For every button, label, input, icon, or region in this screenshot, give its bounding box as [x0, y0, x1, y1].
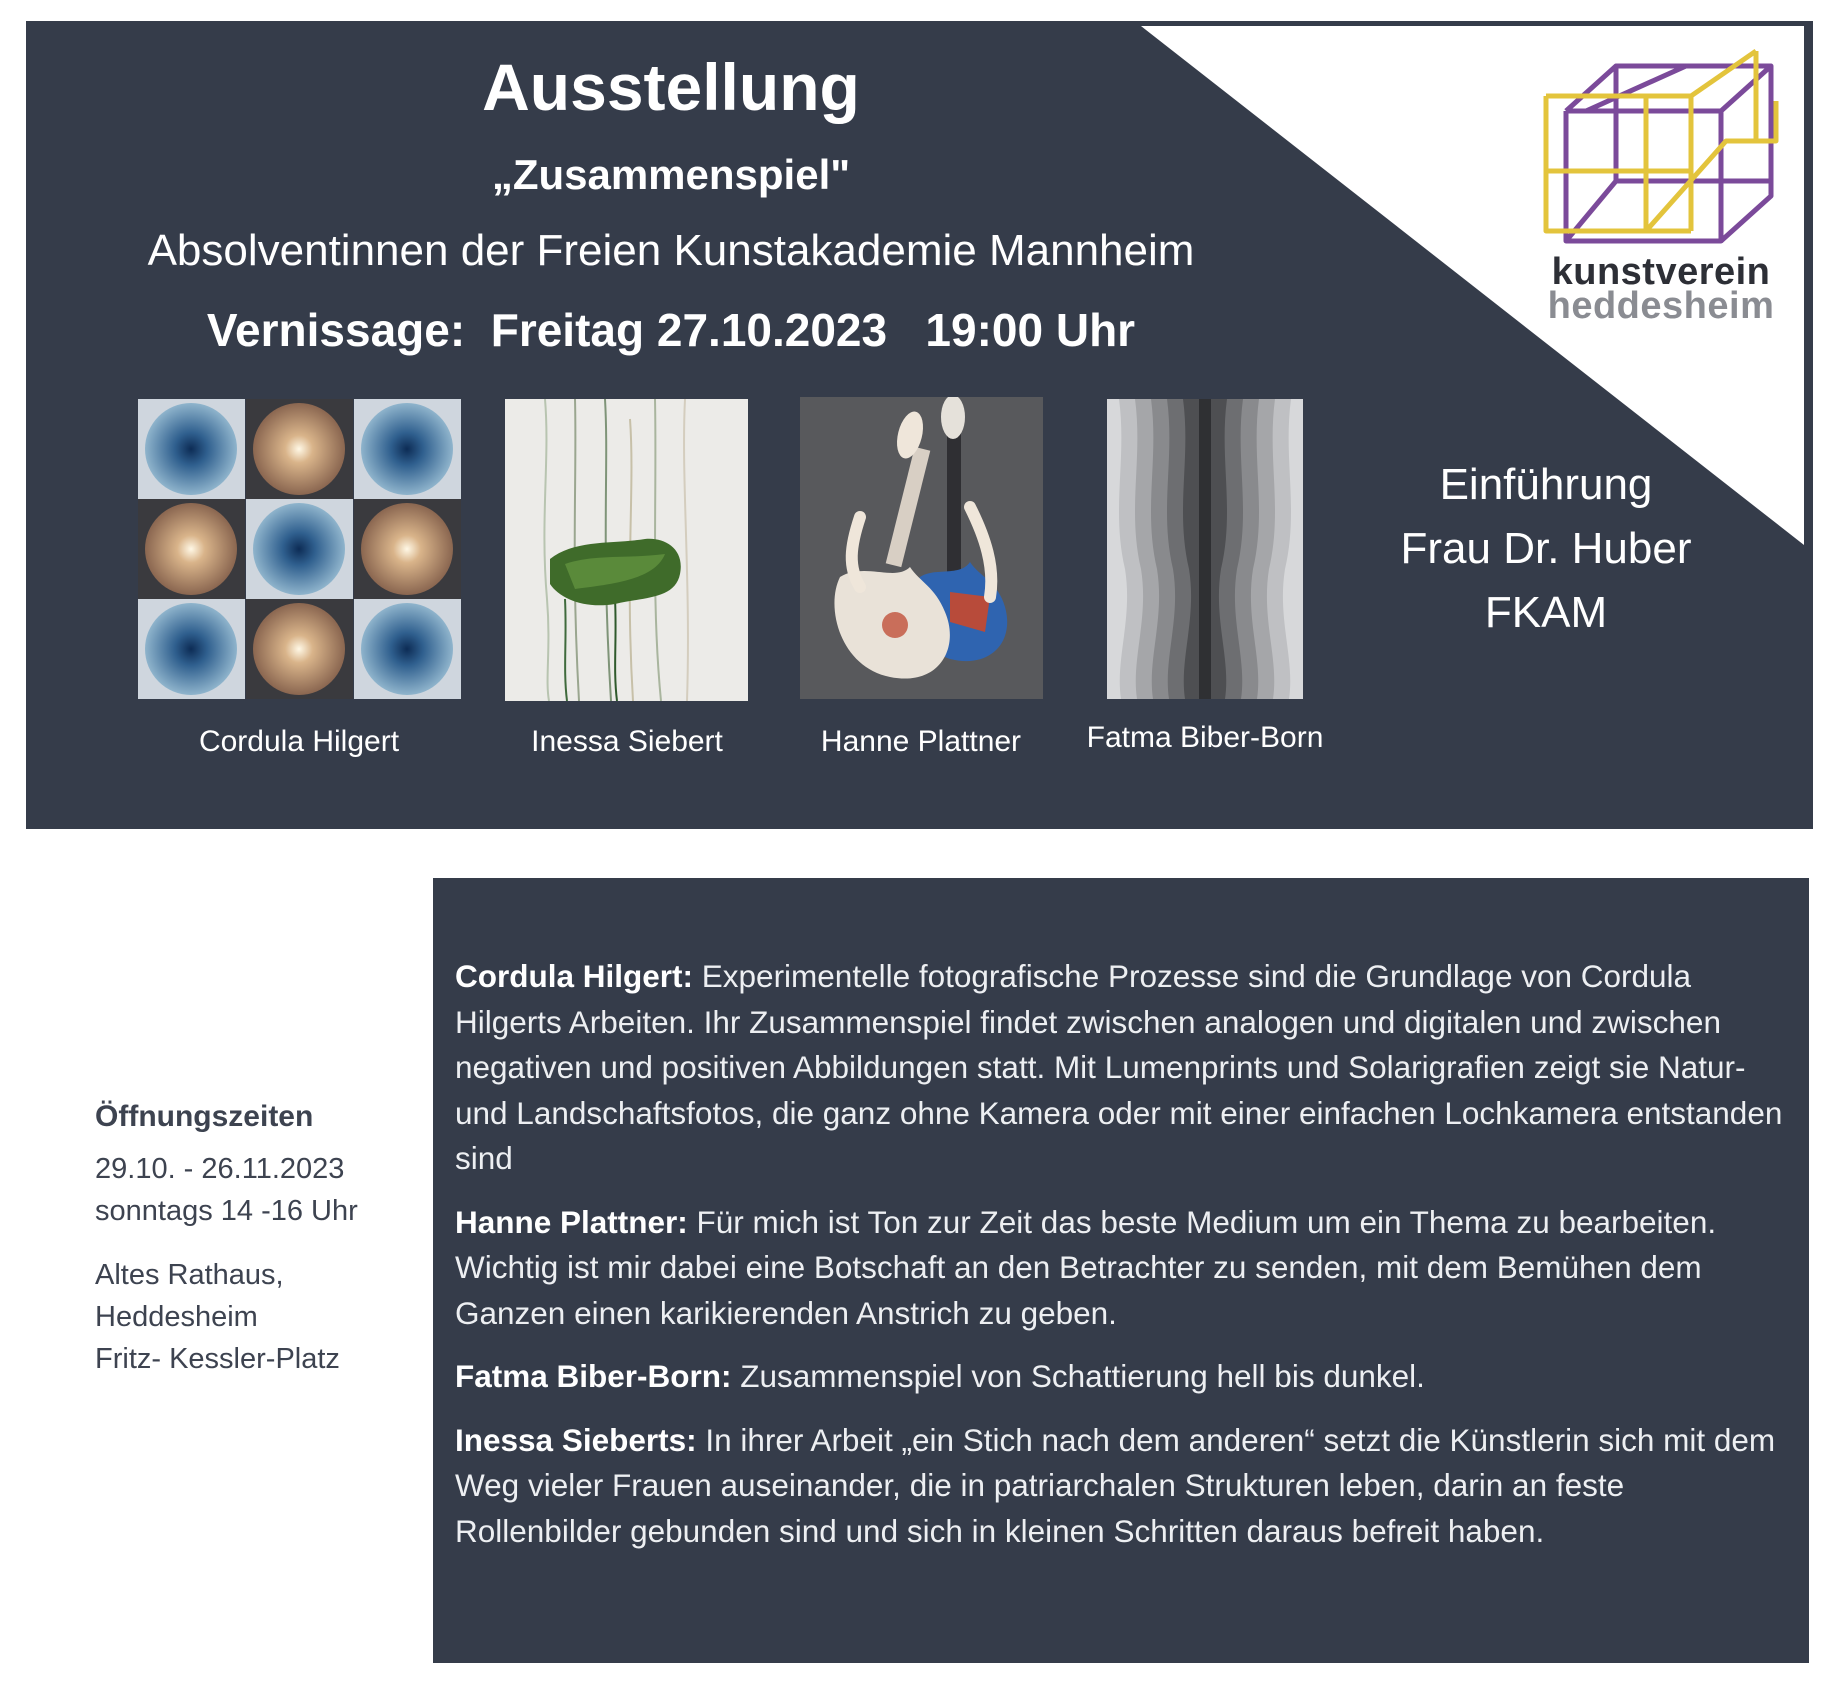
kunstverein-logo	[1526, 41, 1796, 331]
opening-date: Vernissage: Freitag 27.10.2023 19:00 Uhr	[206, 304, 1136, 356]
artwork-fatma-biber-born	[1107, 399, 1303, 699]
logo-text-heddesheim: heddesheim	[1547, 285, 1775, 327]
venue-line-1: Altes Rathaus,	[95, 1259, 284, 1291]
artwork-cordula-hilgert	[138, 399, 461, 699]
description-text: Für mich ist Ton zur Zeit das beste Medium um ein Thema zu bearbeiten. Wichtig ist mir dabei eine Botschaft an den Betrachter zu senden, mit dem Bemühen dem Ganzen einen karikierenden Anstrich zu geben.	[455, 1203, 1717, 1331]
photo-circle-grid	[138, 399, 461, 699]
artist-caption-hilgert: Cordula Hilgert	[198, 725, 400, 758]
artwork-hanne-plattner	[800, 397, 1043, 699]
shaded-profiles	[1107, 399, 1303, 699]
description-text: Experimentelle fotografische Prozesse sind die Grundlage von Cordula Hilgerts Arbeiten. Ihr Zusammenspiel findet zwischen analogen und digitalen und zwischen negativen und positiven Abbildungen statt. Mit Lumenprints und Solarigrafien zeigt sie Natur- und Landschaftsfotos, die ganz ohne Kamera oder mit einer einfachen Lochkamera entstanden sind	[455, 958, 1783, 1176]
description-sieberts	[455, 1418, 1787, 1555]
description-plattner	[455, 1200, 1787, 1337]
description-name: Hanne Plattner:	[455, 1203, 688, 1240]
logo-text-kunstverein: kunstverein	[1551, 251, 1771, 293]
description-text: Zusammenspiel von Schattierung hell bis dunkel.	[731, 1358, 1425, 1394]
venue-line-2: Heddesheim	[95, 1301, 258, 1333]
artist-caption-biber-born: Fatma Biber-Born	[1086, 721, 1324, 754]
opening-hours-dates: 29.10. - 26.11.2023	[95, 1153, 345, 1185]
opening-hours-times: sonntags 14 -16 Uhr	[95, 1195, 358, 1227]
exhibition-group: Absolventinnen der Freien Kunstakademie Mannheim	[147, 226, 1195, 275]
artwork-inessa-siebert	[505, 399, 748, 701]
description-name: Inessa Sieberts:	[455, 1421, 697, 1458]
opening-hours-title: Öffnungszeiten	[95, 1100, 314, 1133]
logo-cube-icon	[1526, 41, 1796, 251]
description-name: Fatma Biber-Born:	[455, 1358, 732, 1394]
artist-descriptions-panel	[433, 878, 1809, 1663]
description-biber-born	[455, 1354, 1787, 1400]
description-text: In ihrer Arbeit „ein Stich nach dem anderen“ setzt die Künstlerin sich mit dem Weg vieler Frauen auseinander, die in patriarchalen Strukturen leben, darin an feste Rollenbilder gebunden sind und sich in kleinen Schritten daraus befreit haben.	[455, 1421, 1776, 1549]
intro-affiliation: FKAM	[1484, 588, 1608, 637]
intro-heading: Einführung	[1439, 460, 1653, 509]
artist-caption-siebert: Inessa Siebert	[531, 725, 723, 758]
ceramic-guitars	[800, 397, 1043, 699]
exhibition-subtitle: „Zusammenspiel"	[491, 151, 851, 198]
flyer-header-panel	[26, 21, 1813, 829]
description-hilgert	[455, 954, 1787, 1182]
introduction-block	[1336, 453, 1756, 645]
exhibition-title: Ausstellung	[482, 50, 860, 124]
venue-line-3: Fritz- Kessler-Platz	[95, 1343, 340, 1375]
intro-speaker: Frau Dr. Huber	[1400, 524, 1692, 573]
artist-caption-plattner: Hanne Plattner	[820, 725, 1022, 758]
opening-hours	[95, 1100, 415, 1380]
description-name: Cordula Hilgert:	[455, 958, 694, 994]
thread-artwork	[505, 399, 748, 701]
